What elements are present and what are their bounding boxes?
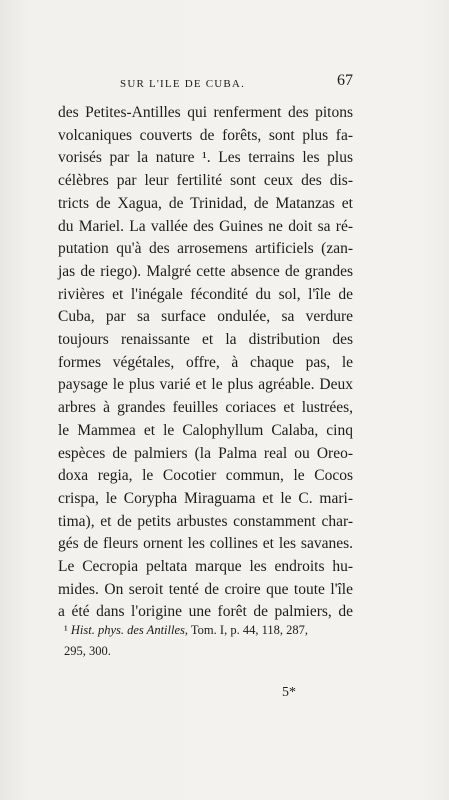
text-line: volcaniques couverts de forêts, sont plus fa- — [58, 126, 353, 144]
running-title: SUR L'ILE DE CUBA. — [120, 78, 246, 90]
page-number: 67 — [337, 72, 353, 89]
text-line: tricts de Xagua, de Trinidad, de Matanzas et — [58, 194, 353, 212]
footnote-citation-rest: , Tom. I, p. 44, 118, 287, — [184, 623, 308, 637]
footnote-marker: ¹ — [64, 623, 68, 637]
text-line: doxa regia, le Cocotier commun, le Cocos — [58, 467, 353, 485]
text-line: Le Cecropia peltata marque les endroits hu- — [58, 558, 353, 576]
text-line: a été dans l'origine une forêt de palmiers, de — [58, 603, 353, 621]
text-line: tima), et de petits arbustes constamment char- — [58, 512, 353, 530]
text-line: rivières et l'inégale fécondité du sol, l'île de — [58, 285, 353, 303]
text-line: paysage le plus varié et le plus agréable. Deux — [58, 376, 353, 394]
text-line: gés de fleurs ornent les collines et les savanes. — [58, 535, 353, 553]
text-line: arbres à grandes feuilles coriaces et lustrées, — [58, 399, 353, 417]
text-line: le Mammea et le Calophyllum Calaba, cinq — [58, 421, 353, 439]
footnote-line-2: 295, 300. — [64, 644, 111, 658]
footnote-citation-title: Hist. phys. des Antilles — [70, 623, 185, 637]
text-line: vorisés par la nature ¹. Les terrains les plus — [58, 149, 353, 167]
text-line: des Petites-Antilles qui renferment des pitons — [58, 104, 353, 121]
text-line: mides. On seroit tenté de croire que toute l'île — [58, 580, 353, 598]
text-line: toujours renaissante et la distribution des — [58, 331, 353, 349]
text-line: crispa, le Corypha Miraguama et le C. mari- — [58, 489, 353, 507]
text-line: formes végétales, offre, à chaque pas, le — [58, 353, 353, 371]
text-line: Cuba, par sa surface ondulée, sa verdure — [58, 308, 353, 326]
footnote — [64, 620, 364, 662]
text-line: espèces de palmiers (la Palma real ou Oreo- — [58, 444, 353, 462]
footnote-line-1 — [64, 620, 364, 641]
main-text — [58, 102, 353, 624]
text-line: célèbres par leur fertilité sont ceux des dis- — [58, 172, 353, 190]
text-line: jas de riego). Malgré cette absence de grandes — [58, 262, 353, 280]
signature-mark: 5* — [282, 685, 296, 700]
text-line: putation qu'à des arrosemens artificiels (zan- — [58, 240, 353, 258]
text-line: du Mariel. La vallée des Guines ne doit sa ré- — [58, 217, 353, 235]
